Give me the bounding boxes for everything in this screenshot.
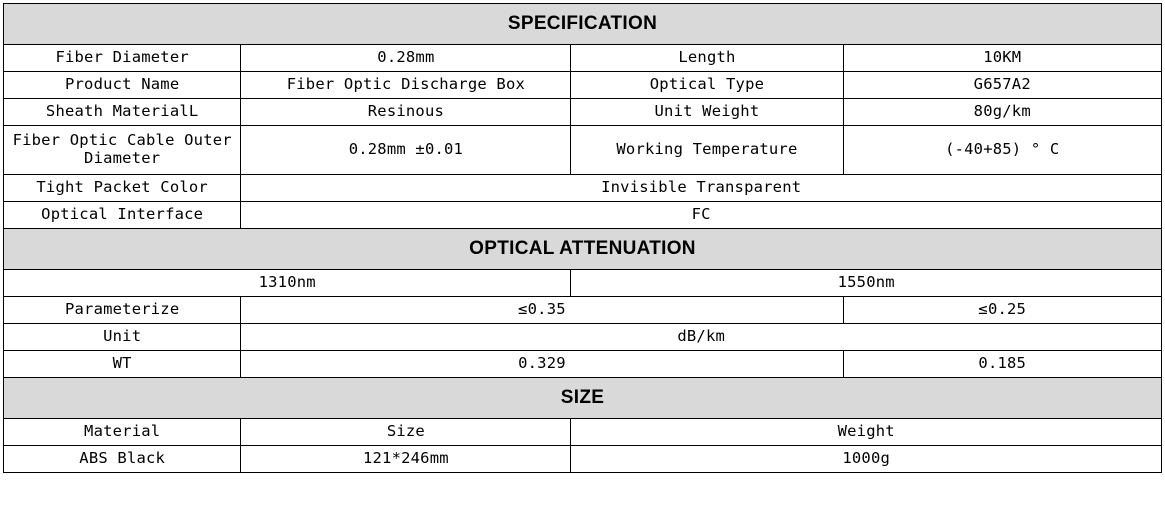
table-row: [4, 270, 1162, 297]
table-cell: [241, 175, 1162, 202]
cell-text: 0.329: [518, 354, 566, 373]
cell-text: ABS Black: [79, 449, 166, 468]
cell-text: Size: [386, 422, 425, 441]
cell-text: Material: [84, 422, 161, 441]
table-cell: [4, 45, 241, 72]
cell-text: 1550nm: [837, 273, 895, 292]
table-cell: [4, 351, 241, 378]
cell-text: Parameterize: [64, 300, 180, 319]
table-cell: [4, 202, 241, 229]
table-cell: [571, 446, 1162, 473]
table-cell: [843, 72, 1161, 99]
cell-text: 10KM: [983, 48, 1022, 67]
table-cell: [241, 297, 843, 324]
cell-text: Fiber Diameter: [55, 48, 189, 67]
cell-text: FC: [691, 205, 711, 224]
cell-text: G657A2: [973, 75, 1031, 94]
table-cell: [241, 72, 571, 99]
table-cell: [241, 446, 571, 473]
cell-text: Weight: [837, 422, 895, 441]
table-cell: [4, 175, 241, 202]
cell-text: Optical Interface: [41, 205, 204, 224]
table-cell: [843, 45, 1161, 72]
cell-text: 0.28mm: [377, 48, 435, 67]
cell-text: Optical Type: [649, 75, 765, 94]
cell-text: Unit Weight: [654, 102, 760, 121]
table-cell: [241, 351, 843, 378]
cell-text: 1310nm: [258, 273, 316, 292]
table-cell: [843, 126, 1161, 175]
table-row: [4, 202, 1162, 229]
table-cell: [843, 99, 1161, 126]
cell-text: 121*246mm: [362, 449, 449, 468]
table-cell: [241, 419, 571, 446]
cell-text: Fiber Optic Discharge Box: [286, 75, 526, 94]
table-row: [4, 324, 1162, 351]
section-header-row: [4, 378, 1162, 419]
table-row: [4, 419, 1162, 446]
table-cell: [4, 446, 241, 473]
table-cell: [4, 324, 241, 351]
table-cell: [571, 126, 843, 175]
cell-text: 80g/km: [973, 102, 1031, 121]
table-cell: [241, 202, 1162, 229]
cell-text: ≤0.25: [978, 300, 1027, 319]
table-row: [4, 72, 1162, 99]
table-cell: [4, 270, 571, 297]
cell-text: Fiber Optic Cable Outer Diameter: [12, 131, 232, 167]
table-row: [4, 297, 1162, 324]
table-cell: [241, 99, 571, 126]
table-cell: [571, 72, 843, 99]
cell-text: Working Temperature: [616, 140, 798, 159]
section-header-optical-attenuation: OPTICAL ATTENUATION: [4, 229, 1162, 270]
section-header-specification: SPECIFICATION: [4, 4, 1162, 45]
cell-text: dB/km: [677, 327, 726, 346]
table-cell: [241, 324, 1162, 351]
table-cell: [571, 270, 1162, 297]
table-row: [4, 175, 1162, 202]
table-cell: [4, 297, 241, 324]
section-header-size: SIZE: [4, 378, 1162, 419]
specification-table-body: [4, 4, 1162, 473]
specification-table: [3, 3, 1162, 473]
table-cell: [4, 99, 241, 126]
table-row: [4, 99, 1162, 126]
table-cell: [571, 99, 843, 126]
table-cell: [843, 351, 1161, 378]
table-row: [4, 45, 1162, 72]
table-cell: [4, 419, 241, 446]
cell-text: Resinous: [367, 102, 445, 121]
cell-text: Product Name: [64, 75, 180, 94]
table-cell: [571, 419, 1162, 446]
cell-text: 0.185: [978, 354, 1027, 373]
cell-text: Sheath MaterialL: [45, 102, 199, 121]
table-cell: [4, 126, 241, 175]
cell-text: ≤0.35: [518, 300, 566, 319]
cell-text: 0.28mm ±0.01: [348, 140, 464, 159]
table-row: [4, 351, 1162, 378]
section-header-row: [4, 4, 1162, 45]
cell-text: Length: [678, 48, 736, 67]
cell-text: WT: [112, 354, 132, 373]
table-row: [4, 446, 1162, 473]
cell-text: 1000g: [842, 449, 891, 468]
table-cell: [4, 72, 241, 99]
cell-text: Tight Packet Color: [36, 178, 208, 197]
table-cell: [241, 45, 571, 72]
table-cell: [571, 45, 843, 72]
cell-text: Unit: [103, 327, 142, 346]
cell-text: Invisible Transparent: [601, 178, 802, 197]
table-cell: [843, 297, 1161, 324]
cell-text: (-40+85) ° C: [945, 140, 1060, 159]
section-header-row: [4, 229, 1162, 270]
table-cell: [241, 126, 571, 175]
table-row: [4, 126, 1162, 175]
